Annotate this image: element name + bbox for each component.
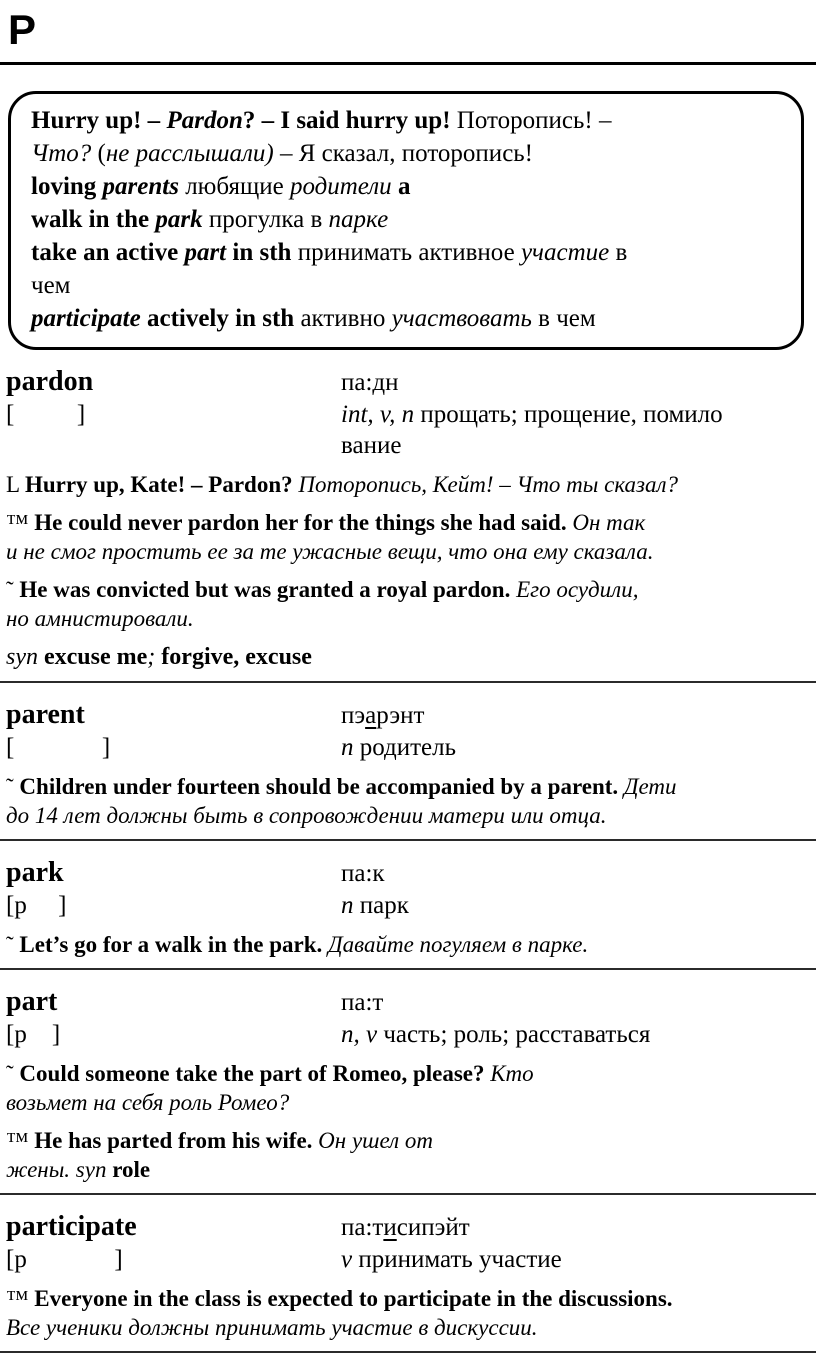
example-sentence: ™ He has parted from his wife. Он ушел от жены. syn role xyxy=(6,1128,434,1182)
example-sentence: ™ Everyone in the class is expected to participate in the discussions. Все ученики должны принимать участие в дискуссии. xyxy=(6,1286,673,1340)
example-sentence: ™ He could never pardon her for the things she had said. Он так и не смог простить ее за те ужасные вещи, что она ему сказала. xyxy=(6,510,654,564)
pos-translation: n парк xyxy=(341,892,409,919)
intro-box xyxy=(8,91,804,350)
transcription-row xyxy=(6,732,808,763)
entry-parent xyxy=(6,697,808,830)
pos-translation: int, v, n прощать; прощение, помило xyxy=(341,401,723,428)
transcription-row xyxy=(6,399,808,430)
entry-park xyxy=(6,855,808,959)
translation-continuation: вание xyxy=(341,432,402,459)
pronunciation: па:тисипэйт xyxy=(341,1214,470,1241)
transcription-row xyxy=(6,890,808,921)
transcription-row xyxy=(6,1019,808,1050)
intro-line-3: loving parents любящие родители a xyxy=(31,173,411,200)
example-sentence: L Hurry up, Kate! – Pardon? Поторопись, Кейт! – Что ты сказал? xyxy=(6,472,679,497)
example-sentence: ˜ Children under fourteen should be accompanied by a parent. Дети до 14 лет должны быть в сопровождении матери или отца. xyxy=(6,774,677,828)
transcription-brackets: [p ] xyxy=(6,892,67,919)
intro-line-4: walk in the park прогулка в парке xyxy=(31,206,389,233)
pronunciation: па:т xyxy=(341,989,384,1016)
example-sentence: ˜ Could someone take the part of Romeo, please? Кто возьмет на себя роль Ромео? xyxy=(6,1061,534,1115)
synonyms-line: syn excuse me; forgive, excuse xyxy=(6,644,312,670)
example-sentence: ˜ He was convicted but was granted a royal pardon. Его осудили, но амнистировали. xyxy=(6,577,639,631)
entry-part xyxy=(6,984,808,1184)
entry-separator xyxy=(0,968,816,970)
top-rule xyxy=(0,62,816,65)
intro-line-2: Что? (не расслышали) – Я сказал, поторопись! xyxy=(31,140,534,167)
pos-translation: n, v часть; роль; расставаться xyxy=(341,1021,651,1048)
entry-separator xyxy=(0,681,816,683)
headword: pardon xyxy=(6,366,94,397)
headword-row xyxy=(6,1209,808,1244)
pronunciation: па:дн xyxy=(341,369,399,396)
example-sentence: ˜ Let’s go for a walk in the park. Давайте погуляем в парке. xyxy=(6,932,589,957)
headword-row xyxy=(6,697,808,732)
headword: park xyxy=(6,857,64,888)
intro-line-1: Hurry up! – Pardon? – I said hurry up! Поторопись! – xyxy=(31,107,612,134)
entry-participate xyxy=(6,1209,808,1342)
bottom-rule xyxy=(0,1351,816,1353)
intro-line-6: чем xyxy=(31,272,71,299)
intro-line-5: take an active part in sth принимать активное участие в xyxy=(31,239,628,266)
headword-row xyxy=(6,364,808,399)
headword: part xyxy=(6,986,58,1017)
transcription-row xyxy=(6,1244,808,1275)
entry-separator xyxy=(0,839,816,841)
transcription-brackets: [p ] xyxy=(6,1246,123,1273)
pos-translation: n родитель xyxy=(341,734,457,761)
transcription-brackets: [p ] xyxy=(6,1021,61,1048)
transcription-brackets: [ ] xyxy=(6,734,111,761)
pronunciation: пэарэнт xyxy=(341,702,425,729)
headword: parent xyxy=(6,699,85,730)
entry-pardon xyxy=(6,364,808,672)
headword-row xyxy=(6,855,808,890)
headword: participate xyxy=(6,1211,137,1242)
intro-line-7: participate actively in sth активно участвовать в чем xyxy=(31,305,596,332)
pronunciation: па:к xyxy=(341,860,385,887)
entry-separator xyxy=(0,1193,816,1195)
section-letter: P xyxy=(8,6,37,53)
transcription-brackets: [ ] xyxy=(6,401,86,428)
headword-row xyxy=(6,984,808,1019)
translation-continuation-row xyxy=(6,430,808,461)
pos-translation: v принимать участие xyxy=(341,1246,562,1273)
